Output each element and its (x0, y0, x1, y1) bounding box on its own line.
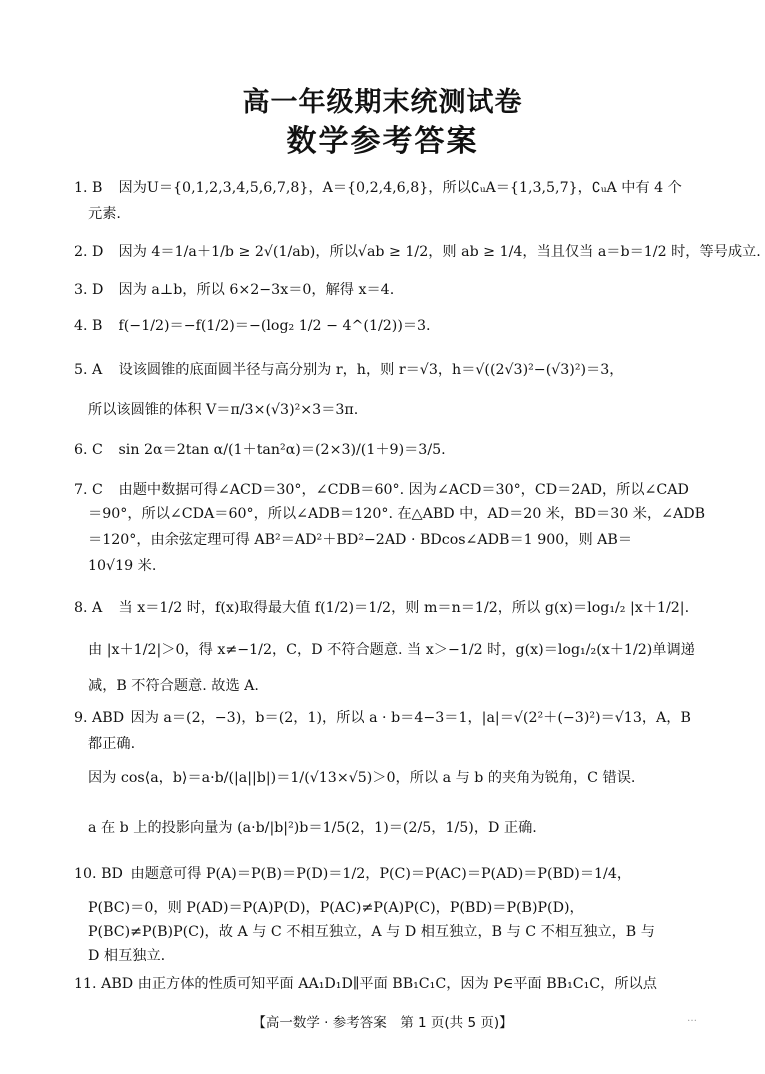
answer-line: 10√19 米. (88, 558, 157, 574)
answer-line: f(−1/2)＝−f(1/2)＝−(log₂ 1/2 − 4^(1/2))＝3. (118, 318, 431, 334)
answer-line: 所以该圆锥的体积 V＝π/3×(√3)²×3＝3π. (88, 402, 359, 418)
answer-line: 因为 cos⟨a，b⟩＝a·b/(|a||b|)＝1/(√13×√5)＞0，所以 a 与 b 的夹角为锐角，C 错误. (88, 770, 636, 786)
answer-label: 2. D (74, 244, 104, 260)
answer-item (74, 480, 713, 500)
answer-item (74, 242, 761, 262)
answer-label: 3. D (74, 282, 104, 298)
answer-line: 因为 a⊥b，所以 6×2−3x＝0，解得 x＝4. (118, 282, 395, 298)
answer-line: D 相互独立. (88, 948, 166, 964)
answer-line: 减，B 不符合题意. 故选 A. (88, 678, 259, 694)
answer-item (74, 316, 713, 336)
answer-key-title: 数学参考答案 (286, 124, 479, 159)
answer-item (74, 974, 713, 994)
answer-line: 当 x＝1/2 时，f(x)取得最大值 f(1/2)＝1/2，则 m＝n＝1/2，所以 g(x)＝log₁/₂ |x＋1/2|. (118, 600, 690, 616)
answer-line: P(BC)≠P(B)P(C)，故 A 与 C 不相互独立，A 与 D 相互独立，B 与 C 不相互独立，B 与 (88, 924, 655, 940)
answer-label: 6. C (74, 442, 103, 458)
answer-item (74, 360, 713, 380)
answer-label: 9. ABD (74, 710, 125, 726)
answer-line: 设该圆锥的底面圆半径与高分别为 r，h，则 r＝√3，h＝√((2√3)²−(√3)²)＝3， (118, 362, 624, 378)
answer-line: sin 2α＝2tan α/(1＋tan²α)＝(2×3)/(1＋9)＝3/5. (118, 442, 446, 458)
answer-label: 8. A (74, 600, 103, 616)
answer-line: P(BC)＝0，则 P(AD)＝P(A)P(D)，P(AC)≠P(A)P(C)，P(BD)＝P(B)P(D)， (88, 900, 584, 916)
page-footer: 【高一数学 · 参考答案 第 1 页(共 5 页)】 (252, 1015, 513, 1031)
answer-line: 都正确. (88, 736, 136, 752)
answer-line: a 在 b 上的投影向量为 (a·b/|b|²)b＝1/5(2，1)＝(2/5，1/5)，D 正确. (88, 820, 537, 836)
answer-item (74, 864, 713, 884)
answer-line: 由 |x＋1/2|＞0，得 x≠−1/2，C，D 不符合题意. 当 x＞−1/2 时，g(x)＝log₁/₂(x＋1/2)单调递 (88, 642, 695, 658)
page-corner-mark: … (687, 1013, 697, 1024)
answer-line: 由题意可得 P(A)＝P(B)＝P(D)＝1/2，P(C)＝P(AC)＝P(AD)＝P(BD)＝1/4， (130, 866, 632, 882)
answer-line: 因为U＝{0,1,2,3,4,5,6,7,8}，A＝{0,2,4,6,8}，所以∁ᵤA＝{1,3,5,7}，∁ᵤA 中有 4 个 (118, 180, 682, 196)
answer-label: 1. B (74, 180, 103, 196)
answer-line: ＝120°，由余弦定理可得 AB²＝AD²＋BD²−2AD · BDcos∠ADB＝1 900，则 AB＝ (88, 532, 633, 548)
answer-item (74, 178, 713, 198)
answer-item (74, 280, 713, 300)
answer-line: 由题中数据可得∠ACD＝30°，∠CDB＝60°. 因为∠ACD＝30°，CD＝2AD，所以∠CAD (118, 482, 689, 498)
answer-item (74, 708, 713, 728)
answer-line: 元素. (88, 206, 121, 222)
answer-label: 10. BD (74, 866, 123, 882)
answer-label: 11. ABD (74, 976, 134, 992)
answer-line: 由正方体的性质可知平面 AA₁D₁D∥平面 BB₁C₁C，因为 P∈平面 BB₁C₁C，所以点 (137, 976, 657, 992)
answer-line: ＝90°，所以∠CDA＝60°，所以∠ADB＝120°. 在△ABD 中，AD＝20 米，BD＝30 米，∠ADB (88, 506, 706, 522)
answer-item (74, 598, 713, 618)
answer-label: 7. C (74, 482, 103, 498)
exam-title: 高一年级期末统测试卷 (242, 87, 523, 118)
answer-label: 5. A (74, 362, 103, 378)
answer-item (74, 440, 713, 460)
answer-label: 4. B (74, 318, 103, 334)
answer-line: 因为 a＝(2，−3)，b＝(2，1)，所以 a · b＝4−3＝1，|a|＝√(2²＋(−3)²)＝√13，A，B (130, 710, 691, 726)
answer-line: 因为 4＝1/a＋1/b ≥ 2√(1/ab)，所以√ab ≥ 1/2，则 ab ≥ 1/4，当且仅当 a＝b＝1/2 时，等号成立. (118, 244, 761, 260)
